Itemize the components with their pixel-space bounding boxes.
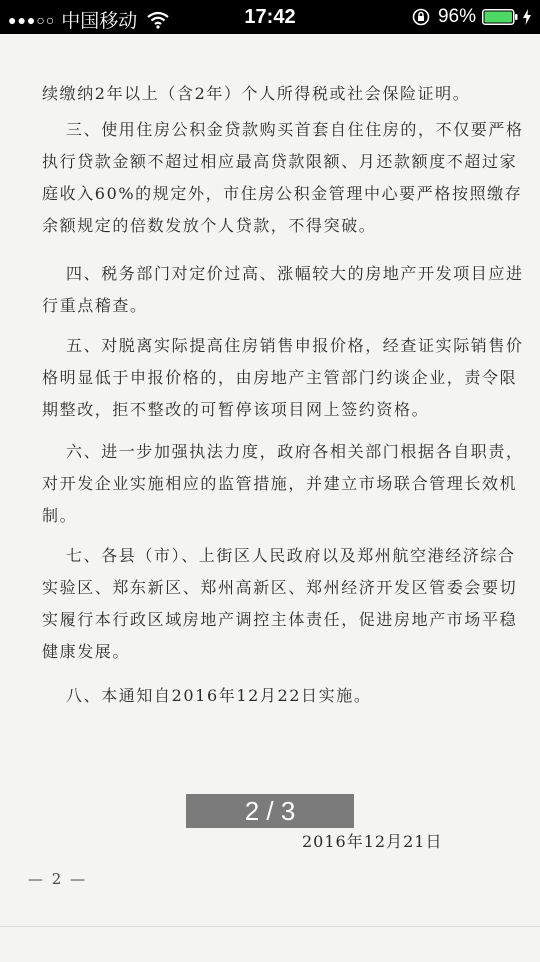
document-date: 2016年12月21日 [302, 832, 443, 851]
status-time: 17:42 [244, 6, 296, 28]
document-paragraph: 三、使用住房公积金贷款购买首套自住住房的，不仅要严格执行贷款金额不超过相应最高贷款限额、月还款额度不超过家庭收入60%的规定外，市住房公积金管理中心要严格按照缴存余额规定的倍数发放个人贷款，不得突破。 [42, 120, 524, 235]
document-paragraph: 八、本通知自2016年12月22日实施。 [66, 686, 372, 705]
signal-strength-icon: ●●●○○ [8, 11, 56, 28]
document-paragraph: 七、各县（市）、上街区人民政府以及郑州航空港经济综合实验区、郑东新区、郑州高新区、郑州经济开发区管委会要切实履行本行政区域房地产调控主体责任，促进房地产市场平稳健康发展。 [42, 546, 518, 661]
document-paragraph: 四、税务部门对定价过高、涨幅较大的房地产开发项目应进行重点稽查。 [42, 264, 524, 315]
battery-icon [482, 9, 518, 25]
divider [0, 926, 540, 927]
battery-percent: 96% [437, 6, 476, 27]
document-paragraph: 六、进一步加强执法力度，政府各相关部门根据各自职责，对开发企业实施相应的监管措施，并建立市场联合管理长效机制。 [42, 442, 524, 525]
charging-bolt-icon [522, 9, 532, 25]
page-number: — 2 — [28, 870, 88, 888]
rotation-lock-icon [412, 8, 430, 26]
carrier-name: 中国移动 [61, 11, 138, 32]
status-right [412, 6, 532, 28]
page-indicator: 2 / 3 [186, 794, 354, 828]
status-bar [0, 0, 540, 34]
document-viewer[interactable] [0, 34, 540, 962]
document-paragraph: 五、对脱离实际提高住房销售申报价格，经查证实际销售价格明显低于申报价格的，由房地产主管部门约谈企业，责令限期整改，拒不整改的可暂停该项目网上签约资格。 [42, 336, 524, 419]
document-paragraph: 续缴纳2年以上（含2年）个人所得税或社会保险证明。 [42, 84, 471, 103]
